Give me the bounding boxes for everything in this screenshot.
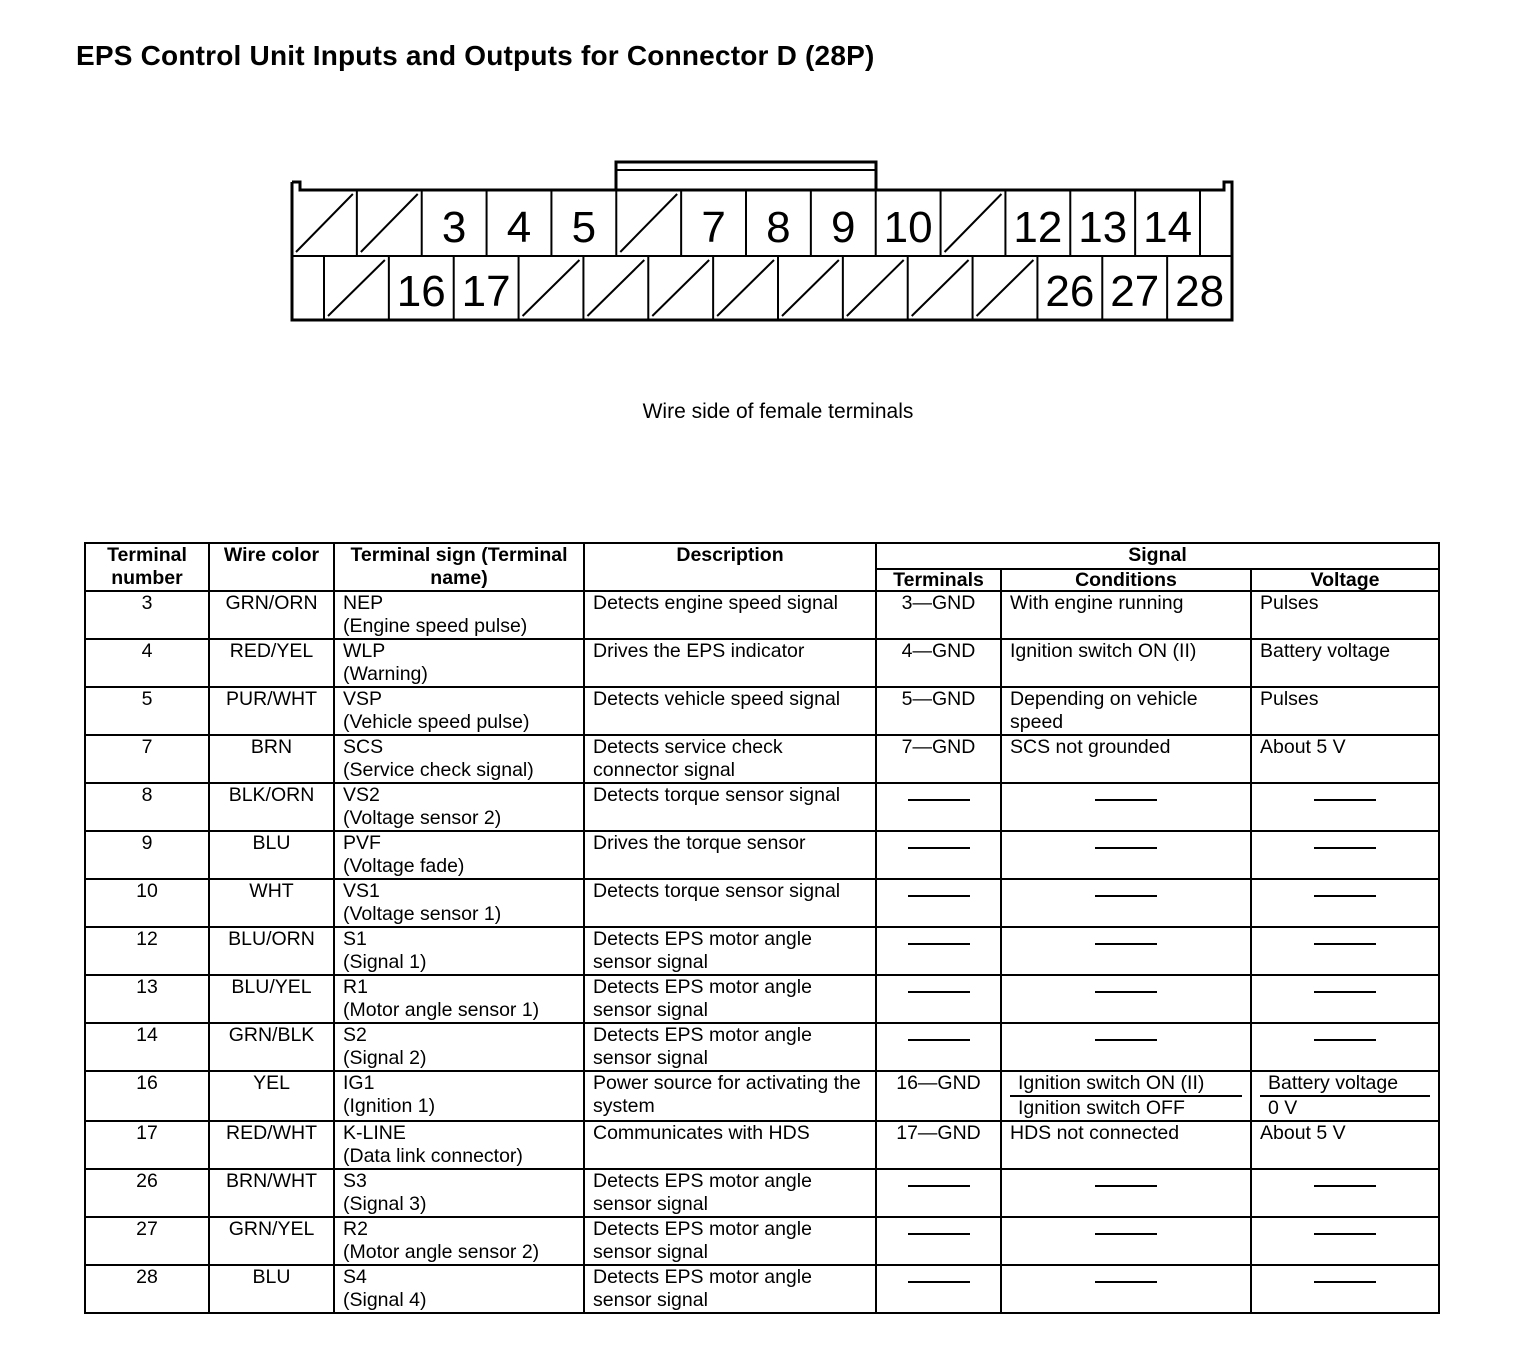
table-row [85,687,1439,735]
voltage: Pulses [1260,688,1319,710]
not-applicable-dash [1314,1039,1376,1041]
voltage-cell [1251,831,1439,879]
unused-terminal-mark [296,194,353,252]
terminals-cell [876,1023,1001,1071]
terminals-cell [876,687,1001,735]
terminals: 4—GND [901,640,976,662]
wire-color: RED/YEL [229,640,314,662]
wire-color-cell [209,783,334,831]
wire-color-cell [209,975,334,1023]
connector-caption: Wire side of female terminals [642,400,914,423]
terminal-label-8: 8 [766,203,791,252]
conditions-cell [1001,639,1251,687]
terminal-number: 12 [136,928,158,950]
not-applicable-dash [1314,799,1376,801]
wire-color-cell [209,1265,334,1313]
unused-terminal-mark [717,260,774,316]
terminal-sign-cell [334,975,584,1023]
wire-color-cell [209,1217,334,1265]
terminal-sign-cell [334,1217,584,1265]
conditions-cell [1001,1265,1251,1313]
terminals-cell [876,831,1001,879]
not-applicable-dash [908,1039,970,1041]
terminals-cell [876,1217,1001,1265]
not-applicable-dash [1095,847,1157,849]
terminal-name: (Voltage sensor 1) [343,903,502,925]
not-applicable-dash [908,1281,970,1283]
table-row [85,1217,1439,1265]
terminal-number-cell [85,879,209,927]
table-row [85,1169,1439,1217]
terminal-label-10: 10 [883,203,933,252]
io-table-body [85,591,1439,1313]
table-row [85,639,1439,687]
conditions-alt: Ignition switch OFF [1010,1095,1242,1120]
conditions-cell [1001,783,1251,831]
terminal-number: 27 [136,1218,158,1240]
description-cell [584,1121,876,1169]
wire-color-cell [209,831,334,879]
header-signal: Signal [876,543,1439,569]
wire-color: GRN/BLK [228,1024,315,1046]
terminals-cell [876,1071,1001,1121]
terminal-number-cell [85,1265,209,1313]
terminal-name: (Engine speed pulse) [343,615,528,637]
wire-color-cell [209,1169,334,1217]
terminal-name: (Warning) [343,663,428,685]
terminal-number-cell [85,1121,209,1169]
voltage-cell [1251,975,1439,1023]
connector-latch [616,162,876,190]
not-applicable-dash [1095,799,1157,801]
wire-color-cell [209,1071,334,1121]
not-applicable-dash [908,799,970,801]
wire-color: BLU/YEL [231,976,312,998]
not-applicable-dash [1314,847,1376,849]
table-row [85,927,1439,975]
terminal-sign: S1 [343,928,367,950]
unused-terminal-mark [912,260,969,316]
terminal-name: (Voltage sensor 2) [343,807,502,829]
conditions-cell [1001,591,1251,639]
terminal-sign: R2 [343,1218,368,1240]
not-applicable-dash [908,895,970,897]
terminal-sign: PVF [343,832,381,854]
not-applicable-dash [1095,1185,1157,1187]
voltage-cell [1251,927,1439,975]
terminal-number-cell [85,975,209,1023]
terminals-cell [876,1265,1001,1313]
terminal-sign-cell [334,879,584,927]
conditions: HDS not connected [1010,1122,1180,1144]
terminals: 3—GND [901,592,976,614]
voltage: Battery voltage [1268,1072,1399,1094]
header-conditions: Conditions [1001,569,1251,591]
header-description: Description [584,543,876,591]
wire-color: GRN/YEL [228,1218,315,1240]
terminal-sign-cell [334,1023,584,1071]
wire-color: BLU/ORN [228,928,315,950]
description-cell [584,639,876,687]
terminals-cell [876,1121,1001,1169]
header-wire-color: Wire color [209,543,334,591]
table-row [85,1121,1439,1169]
terminals-cell [876,927,1001,975]
wire-color-cell [209,879,334,927]
page-title: EPS Control Unit Inputs and Outputs for Connector D (28P) [76,40,875,71]
unused-terminal-mark [328,260,385,316]
voltage: About 5 V [1260,1122,1346,1144]
terminal-name: (Voltage fade) [343,855,465,877]
voltage: Battery voltage [1260,640,1391,662]
conditions: Depending on vehicle speed [1010,688,1198,733]
terminal-name: (Ignition 1) [343,1095,436,1117]
terminal-label-16: 16 [396,267,446,316]
voltage-cell [1251,1265,1439,1313]
table-row [85,1071,1439,1121]
connector-top-row [296,190,1200,256]
terminal-sign-cell [334,687,584,735]
description: Detects engine speed signal [593,592,838,614]
terminal-sign-cell [334,1071,584,1121]
terminal-number: 3 [141,592,153,614]
unused-terminal-mark [945,194,1002,252]
terminal-sign-cell [334,639,584,687]
header-voltage: Voltage [1251,569,1439,591]
wire-color: BLK/ORN [228,784,315,806]
wire-color-cell [209,1023,334,1071]
conditions: Ignition switch ON (II) [1010,640,1197,662]
description: Detects torque sensor signal [593,880,841,902]
wire-color: YEL [253,1072,290,1094]
unused-terminal-mark [977,260,1034,316]
not-applicable-dash [1095,1039,1157,1041]
header-terminal-sign: Terminal sign (Terminal name) [334,543,584,591]
voltage-alt: 0 V [1260,1095,1430,1120]
description: Detects service check connector signal [593,736,783,781]
terminals-cell [876,879,1001,927]
conditions-cell [1001,927,1251,975]
wire-color-cell [209,687,334,735]
terminal-sign-cell [334,927,584,975]
not-applicable-dash [908,847,970,849]
terminals: 7—GND [901,736,976,758]
header-terminal-number: Terminal number [85,543,209,591]
wire-color: BRN/WHT [226,1170,317,1192]
terminal-label-5: 5 [571,203,597,252]
table-row [85,1023,1439,1071]
table-row [85,735,1439,783]
description: Detects EPS motor angle sensor signal [593,928,812,973]
not-applicable-dash [1314,1185,1376,1187]
table-row [85,975,1439,1023]
terminal-sign-cell [334,591,584,639]
not-applicable-dash [1314,1233,1376,1235]
description-cell [584,831,876,879]
terminal-name: (Data link connector) [343,1145,523,1167]
unused-terminal-mark [620,194,677,252]
description-cell [584,927,876,975]
description-cell [584,1023,876,1071]
not-applicable-dash [908,1185,970,1187]
not-applicable-dash [908,943,970,945]
voltage-cell [1251,1217,1439,1265]
conditions: Ignition switch ON (II) [1018,1072,1205,1094]
voltage-cell [1251,1121,1439,1169]
not-applicable-dash [908,1233,970,1235]
terminal-number-cell [85,783,209,831]
terminal-number-cell [85,927,209,975]
wire-color: BLU [252,1266,291,1288]
table-row [85,831,1439,879]
terminal-number: 17 [136,1122,158,1144]
terminals-cell [876,639,1001,687]
wire-color: BRN [250,736,293,758]
terminals: 16—GND [896,1072,981,1094]
description: Communicates with HDS [593,1122,810,1144]
voltage-cell [1251,639,1439,687]
terminal-sign: R1 [343,976,368,998]
voltage-cell [1251,591,1439,639]
description-cell [584,1217,876,1265]
not-applicable-dash [1314,895,1376,897]
voltage-cell [1251,687,1439,735]
terminal-label-4: 4 [506,203,532,252]
conditions-cell [1001,1071,1251,1121]
terminal-name: (Signal 2) [343,1047,427,1069]
wire-color: GRN/ORN [225,592,318,614]
terminal-sign: VSP [343,688,383,710]
terminal-number-cell [85,687,209,735]
terminal-number: 10 [136,880,158,902]
terminal-label-7: 7 [701,203,726,252]
terminal-number: 28 [136,1266,158,1288]
terminal-name: (Signal 3) [343,1193,427,1215]
terminals-cell [876,1169,1001,1217]
terminal-name: (Motor angle sensor 1) [343,999,540,1021]
terminal-sign-cell [334,783,584,831]
terminal-sign-cell [334,1265,584,1313]
terminal-label-28: 28 [1175,267,1225,316]
conditions-cell [1001,879,1251,927]
table-row [85,783,1439,831]
unused-terminal-mark [652,260,709,316]
terminal-sign: NEP [343,592,384,614]
not-applicable-dash [1314,943,1376,945]
description-cell [584,1071,876,1121]
terminals: 17—GND [896,1122,981,1144]
terminal-label-12: 12 [1013,203,1063,252]
conditions-cell [1001,1023,1251,1071]
terminal-sign-cell [334,831,584,879]
conditions-cell [1001,975,1251,1023]
not-applicable-dash [908,991,970,993]
description-cell [584,591,876,639]
connector-face-svg [282,150,1242,330]
unused-terminal-mark [782,260,839,316]
table-row [85,591,1439,639]
description: Detects vehicle speed signal [593,688,841,710]
not-applicable-dash [1095,943,1157,945]
conditions-cell [1001,735,1251,783]
wire-color: RED/WHT [226,1122,317,1144]
description: Detects EPS motor angle sensor signal [593,1266,812,1311]
voltage-cell [1251,735,1439,783]
terminal-number: 14 [136,1024,158,1046]
terminal-number: 16 [136,1072,158,1094]
not-applicable-dash [1095,1233,1157,1235]
wire-color-cell [209,927,334,975]
table-row [85,879,1439,927]
terminal-number-cell [85,1071,209,1121]
description-cell [584,1169,876,1217]
wire-color-cell [209,1121,334,1169]
terminal-number: 4 [141,640,153,662]
terminal-number-cell [85,1217,209,1265]
conditions-cell [1001,831,1251,879]
terminal-name: (Signal 4) [343,1289,427,1311]
unused-terminal-mark [847,260,904,316]
terminals-cell [876,975,1001,1023]
terminal-number-cell [85,639,209,687]
conditions-cell [1001,1169,1251,1217]
not-applicable-dash [1095,1281,1157,1283]
io-table [84,542,1440,1314]
voltage-cell [1251,879,1439,927]
terminal-sign: IG1 [343,1072,375,1094]
wire-color-cell [209,591,334,639]
terminal-number-cell [85,591,209,639]
terminals-cell [876,591,1001,639]
voltage-cell [1251,1023,1439,1071]
description: Detects torque sensor signal [593,784,841,806]
voltage: About 5 V [1260,736,1346,758]
terminal-sign: SCS [343,736,384,758]
description-cell [584,879,876,927]
terminal-label-14: 14 [1143,203,1193,252]
terminal-number: 9 [141,832,153,854]
connector-diagram [282,150,1242,335]
terminal-sign: VS1 [343,880,380,902]
table-row [85,1265,1439,1313]
terminals-cell [876,783,1001,831]
unused-terminal-mark [523,260,580,316]
terminal-number-cell [85,1023,209,1071]
terminal-name: (Motor angle sensor 2) [343,1241,540,1263]
terminal-number-cell [85,735,209,783]
terminal-number: 13 [136,976,158,998]
description: Drives the EPS indicator [593,640,805,662]
terminal-label-27: 27 [1110,267,1160,316]
unused-terminal-mark [361,194,418,252]
header-terminals: Terminals [876,569,1001,591]
not-applicable-dash [1314,991,1376,993]
terminal-number: 7 [141,736,153,758]
description: Drives the torque sensor [593,832,806,854]
terminal-number: 26 [136,1170,158,1192]
terminal-number: 5 [141,688,153,710]
terminal-label-3: 3 [441,203,467,252]
not-applicable-dash [1095,895,1157,897]
wire-color: BLU [252,832,291,854]
terminal-label-13: 13 [1078,203,1128,252]
description: Detects EPS motor angle sensor signal [593,1170,812,1215]
wire-color-cell [209,639,334,687]
terminal-sign-cell [334,735,584,783]
terminal-name: (Signal 1) [343,951,427,973]
terminal-label-17: 17 [461,267,511,316]
connector-bottom-row [324,256,1224,320]
conditions-cell [1001,1217,1251,1265]
terminal-sign: S2 [343,1024,367,1046]
description-cell [584,783,876,831]
terminal-number: 8 [141,784,153,806]
description: Detects EPS motor angle sensor signal [593,1218,812,1263]
terminal-sign: K-LINE [343,1122,406,1144]
terminal-sign: S3 [343,1170,367,1192]
description: Detects EPS motor angle sensor signal [593,1024,812,1069]
terminal-sign: VS2 [343,784,380,806]
wire-color-cell [209,735,334,783]
not-applicable-dash [1314,1281,1376,1283]
not-applicable-dash [1095,991,1157,993]
terminal-name: (Service check signal) [343,759,534,781]
description-cell [584,687,876,735]
description-cell [584,1265,876,1313]
wire-color: PUR/WHT [226,688,317,710]
conditions-cell [1001,1121,1251,1169]
terminal-sign: S4 [343,1266,367,1288]
wire-color: WHT [249,880,294,902]
unused-terminal-mark [587,260,644,316]
terminals: 5—GND [901,688,976,710]
description-cell [584,975,876,1023]
terminal-label-26: 26 [1045,267,1095,316]
conditions-cell [1001,687,1251,735]
voltage: Pulses [1260,592,1319,614]
conditions: SCS not grounded [1010,736,1171,758]
terminal-name: (Vehicle speed pulse) [343,711,530,733]
terminal-sign: WLP [343,640,386,662]
terminal-sign-cell [334,1121,584,1169]
terminal-sign-cell [334,1169,584,1217]
terminals-cell [876,735,1001,783]
voltage-cell [1251,783,1439,831]
terminal-label-9: 9 [831,203,856,252]
terminal-number-cell [85,831,209,879]
voltage-cell [1251,1071,1439,1121]
conditions: With engine running [1010,592,1184,614]
description-cell [584,735,876,783]
description: Power source for activating the system [593,1072,861,1117]
voltage-cell [1251,1169,1439,1217]
terminal-number-cell [85,1169,209,1217]
description: Detects EPS motor angle sensor signal [593,976,812,1021]
